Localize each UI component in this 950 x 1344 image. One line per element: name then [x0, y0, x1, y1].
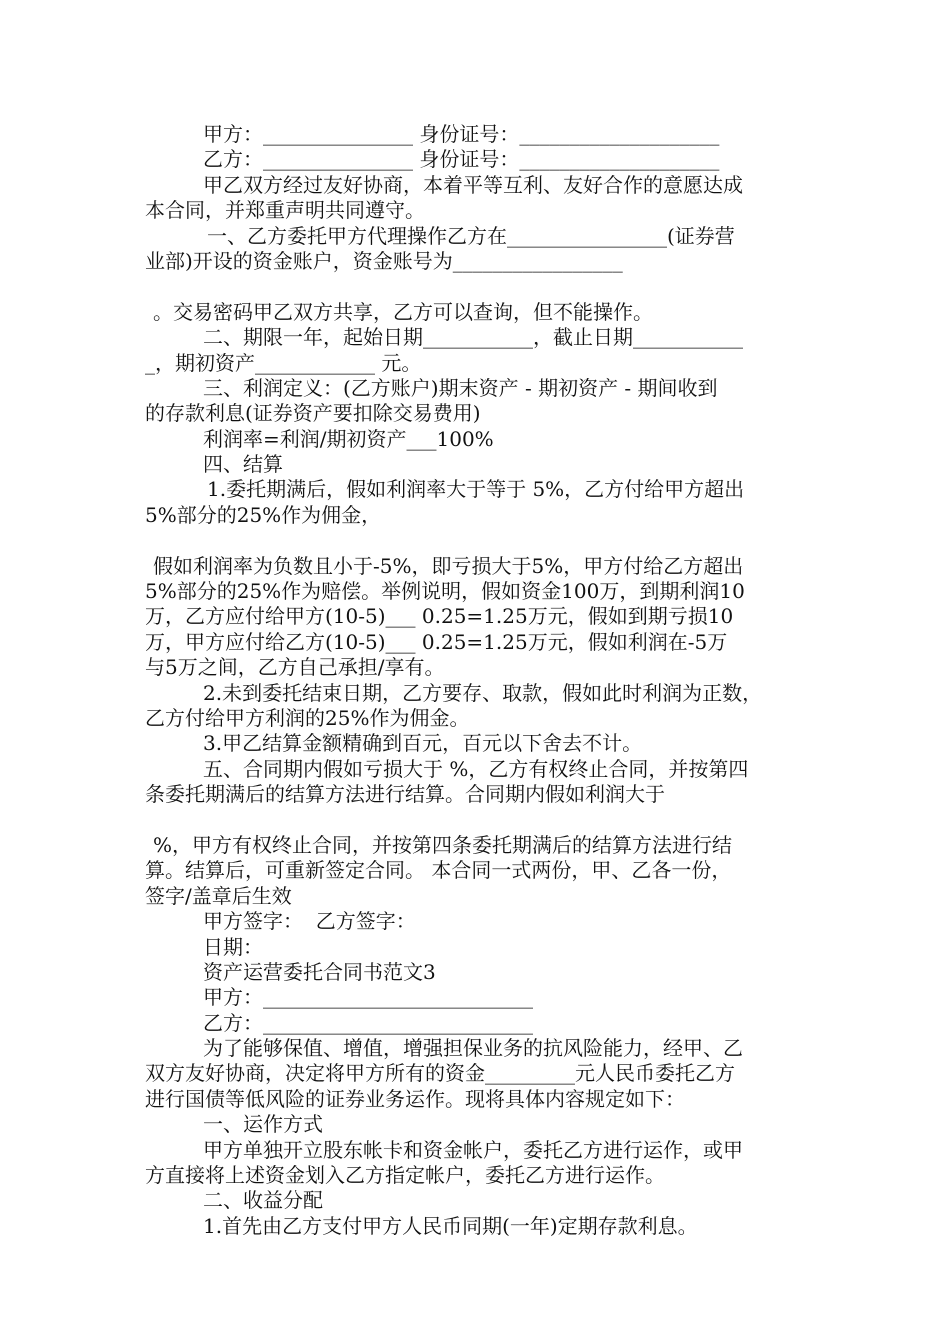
clause-5-line-1: 五、合同期内假如亏损大于 %，乙方有权终止合同，并按第四: [203, 756, 749, 781]
preamble-line-2: 本合同，并郑重声明共同遵守。: [145, 198, 425, 223]
intro-line-2: 双方友好协商，决定将甲方所有的资金_________元人民币委托乙方: [145, 1061, 735, 1086]
clause-4-1-line-7: 与5万之间，乙方自己承担/享有。: [145, 655, 445, 680]
clause-4-1-line-4: 5%部分的25%作为赔偿。举例说明，假如资金100万，到期利润10: [145, 579, 745, 604]
clause-4-2-line-2: 乙方付给甲方利润的25%作为佣金。: [145, 705, 470, 730]
preamble-line-1: 甲乙双方经过友好协商，本着平等互利、友好合作的意愿达成: [203, 172, 743, 197]
date-line: 日期：: [203, 934, 263, 959]
operation-line-1: 甲方单独开立股东帐卡和资金帐户，委托乙方进行运作，或甲: [203, 1137, 743, 1162]
profit-rate-line: 利润率=利润/期初资产___100%: [203, 426, 494, 451]
clause-4-1-line-3: 假如利润率为负数且小于-5%，即亏损大于5%，甲方付给乙方超出: [153, 553, 744, 578]
intro-line-1: 为了能够保值、增值，增强担保业务的抗风险能力，经甲、乙: [203, 1036, 743, 1061]
clause-3-line-2: 的存款利息(证券资产要扣除交易费用): [145, 401, 481, 426]
clause-4-3-line: 3.甲乙结算金额精确到百元，百元以下舍去不计。: [203, 731, 643, 756]
clause-4-1-line-6: 万，甲方应付给乙方(10-5)___ 0.25=1.25万元，假如利润在-5万: [145, 629, 728, 654]
income-line-1: 1.首先由乙方支付甲方人民币同期(一年)定期存款利息。: [203, 1213, 698, 1238]
clause-4-heading: 四、结算: [203, 452, 283, 477]
clause-4-1-line-2: 5%部分的25%作为佣金，: [145, 502, 382, 527]
party-a-line: 甲方：_______________ 身份证号：____________________: [203, 122, 720, 146]
signature-line: 甲方签字： 乙方签字：: [203, 909, 416, 934]
intro-line-3: 进行国债等低风险的证券业务运作。现将具体内容规定如下：: [145, 1086, 685, 1111]
party-b-blank-line: 乙方：___________________________: [203, 1010, 533, 1035]
clause-5-line-4: 算。结算后，可重新签定合同。 本合同一式两份，甲、乙各一份，: [145, 858, 732, 883]
clause-1-line-2: 业部)开设的资金账户，资金账号为_________________: [145, 248, 623, 273]
operation-line-2: 方直接将上述资金划入乙方指定帐户，委托乙方进行运作。: [145, 1163, 665, 1188]
clause-4-1-line-1: 1.委托期满后，假如利润率大于等于 5%，乙方付给甲方超出: [207, 477, 745, 502]
clause-2-line-2: _，期初资产____________ 元。: [145, 350, 422, 375]
clause-4-2-line-1: 2.未到委托结束日期，乙方要存、取款，假如此时利润为正数，: [203, 680, 763, 705]
document-body: [145, 122, 815, 1239]
clause-5-line-3: %，甲方有权终止合同，并按第四条委托期满后的结算方法进行结: [153, 832, 733, 857]
clause-1-line-3: 。交易密码甲乙双方共享，乙方可以查询，但不能操作。: [153, 299, 653, 324]
clause-3-line-1: 三、利润定义：(乙方账户)期末资产 - 期初资产 - 期间收到: [203, 375, 718, 400]
clause-5-line-2: 条委托期满后的结算方法进行结算。合同期内假如利润大于: [145, 782, 665, 807]
clause-2-line-1: 二、期限一年，起始日期___________，截止日期___________: [203, 325, 743, 350]
party-a-blank-line: 甲方：___________________________: [203, 985, 533, 1010]
blank-gap: [145, 274, 815, 299]
operation-heading: 一、运作方式: [203, 1112, 323, 1137]
clause-5-line-5: 签字/盖章后生效: [145, 883, 292, 908]
income-heading: 二、收益分配: [203, 1188, 323, 1213]
clause-1-line-1: 一、乙方委托甲方代理操作乙方在________________(证券营: [207, 223, 735, 248]
clause-4-1-line-5: 万，乙方应付给甲方(10-5)___ 0.25=1.25万元，假如到期亏损10: [145, 604, 734, 629]
section-title: 资产运营委托合同书范文3: [203, 959, 436, 984]
blank-gap: [145, 808, 815, 833]
party-b-line: 乙方：_______________ 身份证号：____________________: [203, 147, 720, 172]
blank-gap: [145, 528, 815, 553]
